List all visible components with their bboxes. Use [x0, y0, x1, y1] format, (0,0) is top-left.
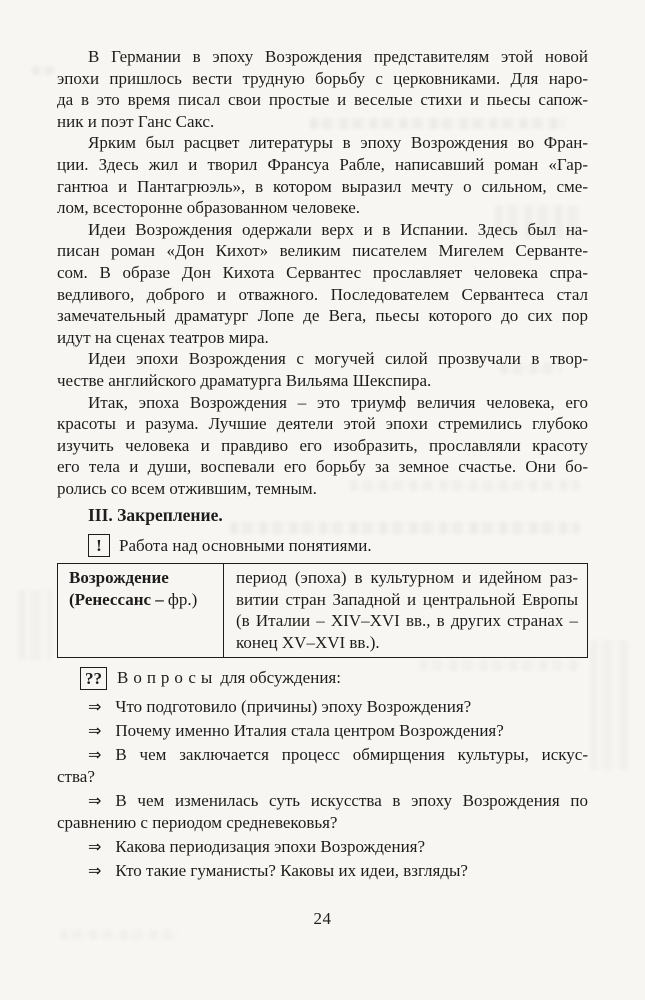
definition-line: (в Италии – XIV–XVI вв., в других странах – — [236, 611, 578, 631]
questions-header — [57, 665, 588, 691]
paragraph-line: писан роман «Дон Кихот» великим писателем Мигелем Серванте- — [57, 241, 588, 261]
question-text-continuation: сравнению с периодом средневековья? — [57, 813, 338, 833]
arrow-icon: ⇒ — [88, 837, 102, 857]
term-line: Возрождение — [69, 568, 169, 588]
definition-cell — [224, 564, 587, 657]
paragraph-line: эпохи пришлось вести трудную борьбу с церковниками. Для наро- — [57, 68, 588, 88]
paragraph-line: Идеи Возрождения одержали верх и в Испании. Здесь был на- — [88, 219, 588, 239]
body-paragraphs — [57, 46, 588, 499]
page-number: 24 — [313, 909, 332, 928]
work-item-text: Работа над основными понятиями. — [119, 536, 372, 556]
question-item — [57, 790, 588, 834]
paragraph — [57, 132, 588, 218]
paragraph-line: честве английского драматурга Вильяма Шекспира. — [57, 370, 432, 390]
paragraph-line: ведливого, доброго и отважного. Последователем Сервантеса стал — [57, 284, 588, 304]
arrow-icon: ⇒ — [88, 791, 102, 811]
definition-line: период (эпоха) в культурном и идейном раз- — [236, 568, 578, 588]
question-item — [57, 744, 588, 788]
paragraph-line: изучить человека и правдиво его изобразить, прославляли красоту — [57, 435, 588, 455]
section-heading: III. Закрепление. — [88, 505, 223, 526]
double-question-icon: ?? — [80, 667, 107, 690]
scan-artifact — [18, 590, 52, 660]
question-text: Почему именно Италия стала центром Возрождения? — [115, 721, 504, 741]
paragraph-line: Ярким был расцвет литературы в эпоху Возрождения во Фран- — [88, 133, 588, 153]
scan-artifact — [590, 640, 630, 770]
paragraph-line: красоты и разума. Лучшие деятели этой эпохи стремились глубоко — [57, 414, 588, 434]
paragraph — [57, 392, 588, 500]
paragraph-line: Итак, эпоха Возрождения – это триумф величия человека, его — [88, 392, 588, 412]
arrow-icon: ⇒ — [88, 721, 102, 741]
definition-line: витии стран Западной и центральной Европы — [236, 589, 578, 609]
paragraph — [57, 219, 588, 349]
paragraph-line: ролись со всем отжившим, темным. — [57, 478, 317, 498]
term-cell — [58, 564, 224, 657]
paragraph-line: ции. Здесь жил и творил Франсуа Рабле, написавший роман «Гар- — [57, 154, 588, 174]
question-text: Что подготовило (причины) эпоху Возрождения? — [115, 697, 472, 717]
arrow-icon: ⇒ — [88, 697, 102, 717]
term-bold-part: (Ренессанс – — [69, 589, 164, 609]
paragraph-line: его тела и души, воспевали его борьбу за земное счастье. Они бо- — [57, 457, 588, 477]
scan-artifact — [60, 930, 180, 940]
paragraph-line: Идеи эпохи Возрождения с могучей силой прозвучали в твор- — [88, 349, 588, 369]
paragraph — [57, 348, 588, 391]
question-item — [57, 836, 588, 858]
question-item — [57, 860, 588, 882]
question-text: Какова периодизация эпохи Возрождения? — [115, 837, 426, 857]
definition-line: конец XV–XVI вв.). — [236, 632, 380, 652]
paragraph-line: В Германии в эпоху Возрождения представителям этой новой — [88, 47, 588, 66]
question-text: В чем изменилась суть искусства в эпоху Возрождения по — [115, 791, 588, 811]
paragraph-line: сом. В образе Дон Кихота Сервантес прославляет человека спра- — [57, 262, 588, 282]
exclamation-icon: ! — [88, 534, 110, 557]
questions-list — [57, 696, 588, 882]
paragraph-line: замечательный драматург Лопе де Вега, пьесы которого до сих пор — [57, 306, 588, 326]
question-item — [57, 720, 588, 742]
paragraph-line: лом, всесторонне образованном человеке. — [57, 198, 361, 218]
work-item — [57, 533, 588, 558]
questions-label-rest: для обсуждения: — [220, 668, 341, 688]
question-text: В чем заключается процесс обмирщения культуры, искус- — [115, 745, 588, 765]
question-text-continuation: ства? — [57, 767, 95, 787]
question-text: Кто такие гуманисты? Каковы их идеи, взгляды? — [115, 861, 468, 881]
questions-label: Вопросы — [117, 668, 218, 688]
text-block — [57, 46, 588, 884]
paragraph-line: ник и поэт Ганс Сакс. — [57, 111, 215, 131]
paragraph-line: идут на сценах театров мира. — [57, 327, 269, 347]
paragraph — [57, 46, 588, 132]
scan-artifact — [32, 66, 54, 75]
arrow-icon: ⇒ — [88, 861, 102, 881]
term-regular-part: фр.) — [167, 589, 198, 609]
arrow-icon: ⇒ — [88, 745, 102, 765]
paragraph-line: да в это время писал свои простые и веселые стихи и пьесы сапож- — [57, 90, 588, 110]
term-line — [69, 589, 217, 610]
question-item — [57, 696, 588, 718]
paragraph-line: гантюа и Пантагрюэль», в котором выразил мечту о сильном, сме- — [57, 176, 588, 196]
definition-table — [57, 563, 588, 658]
